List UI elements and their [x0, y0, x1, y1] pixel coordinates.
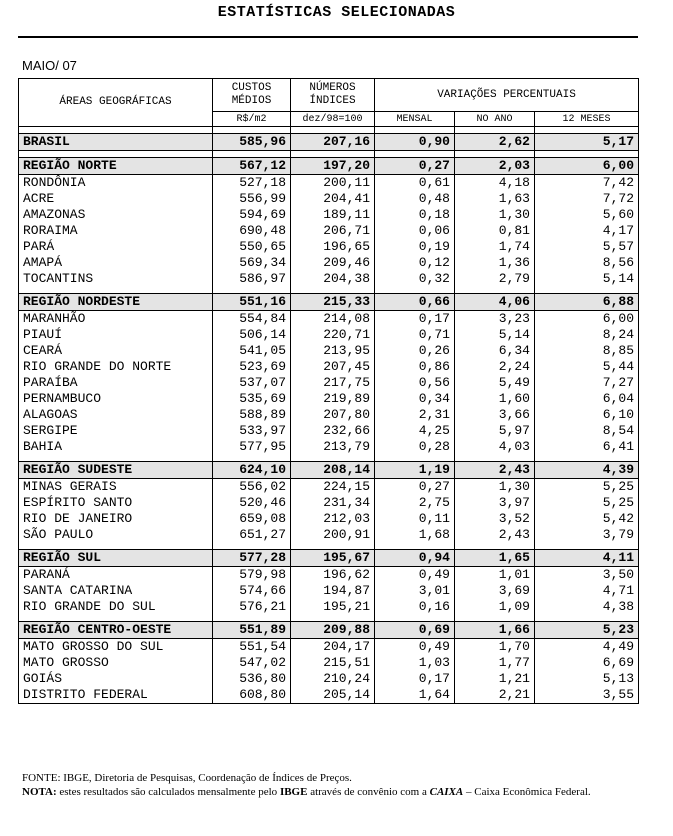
cell-var-ano: 3,23 — [455, 311, 535, 328]
cell-indice: 200,91 — [291, 527, 375, 543]
cell-var-12-meses: 5,42 — [535, 511, 639, 527]
cell-area: PIAUÍ — [19, 327, 213, 343]
cell-indice: 217,75 — [291, 375, 375, 391]
cell-var-ano: 1,30 — [455, 207, 535, 223]
cell-area: BAHIA — [19, 439, 213, 455]
cell-custo-medio: 533,97 — [213, 423, 291, 439]
cell-var-mensal: 0,11 — [375, 511, 455, 527]
group-spacer — [19, 151, 639, 158]
cell-custo-medio: 576,21 — [213, 599, 291, 615]
cell-var-12-meses: 4,38 — [535, 599, 639, 615]
cell-area: MARANHÃO — [19, 311, 213, 328]
cell-var-12-meses: 6,10 — [535, 407, 639, 423]
table-row — [19, 327, 639, 343]
cell-custo-medio: 577,28 — [213, 550, 291, 567]
cell-custo-medio: 506,14 — [213, 327, 291, 343]
cell-custo-medio: 556,99 — [213, 191, 291, 207]
footer-note-text-3: – Caixa Econômica Federal. — [466, 786, 591, 798]
cell-var-ano: 2,24 — [455, 359, 535, 375]
cell-var-mensal: 1,68 — [375, 527, 455, 543]
cell-area: AMAPÁ — [19, 255, 213, 271]
cell-indice: 195,21 — [291, 599, 375, 615]
cell-var-12-meses: 6,00 — [535, 311, 639, 328]
cell-custo-medio: 551,16 — [213, 294, 291, 311]
cell-var-mensal: 0,86 — [375, 359, 455, 375]
table-row — [19, 655, 639, 671]
header-custos-line2: MÉDIOS — [231, 95, 272, 107]
table-row — [19, 255, 639, 271]
cell-var-12-meses: 5,14 — [535, 271, 639, 287]
cell-indice: 207,45 — [291, 359, 375, 375]
header-numeros-line2: ÍNDICES — [309, 95, 356, 107]
cell-var-mensal: 0,71 — [375, 327, 455, 343]
header-mensal: MENSAL — [375, 112, 455, 127]
cell-var-ano: 5,14 — [455, 327, 535, 343]
cell-indice: 204,41 — [291, 191, 375, 207]
cell-var-mensal: 2,31 — [375, 407, 455, 423]
cell-var-12-meses: 5,44 — [535, 359, 639, 375]
cell-area: SERGIPE — [19, 423, 213, 439]
cell-indice: 204,38 — [291, 271, 375, 287]
cell-indice: 232,66 — [291, 423, 375, 439]
table-row — [19, 511, 639, 527]
table-row — [19, 311, 639, 328]
cell-var-ano: 5,97 — [455, 423, 535, 439]
cell-area: PARANÁ — [19, 567, 213, 584]
table-row-region-total — [19, 134, 639, 151]
cell-indice: 196,65 — [291, 239, 375, 255]
cell-var-mensal: 1,19 — [375, 462, 455, 479]
cell-area: BRASIL — [19, 134, 213, 151]
cell-var-mensal: 4,25 — [375, 423, 455, 439]
cell-var-mensal: 0,94 — [375, 550, 455, 567]
header-custos — [213, 79, 291, 112]
cell-indice: 194,87 — [291, 583, 375, 599]
cell-var-12-meses: 7,42 — [535, 175, 639, 192]
cell-indice: 224,15 — [291, 479, 375, 496]
cell-var-12-meses: 5,23 — [535, 622, 639, 639]
cell-custo-medio: 624,10 — [213, 462, 291, 479]
cell-var-mensal: 3,01 — [375, 583, 455, 599]
header-numeros-line1: NÚMEROS — [309, 82, 356, 94]
cell-var-12-meses: 5,17 — [535, 134, 639, 151]
cell-var-12-meses: 4,71 — [535, 583, 639, 599]
cell-custo-medio: 523,69 — [213, 359, 291, 375]
cell-var-12-meses: 8,24 — [535, 327, 639, 343]
cell-var-ano: 1,65 — [455, 550, 535, 567]
cell-custo-medio: 594,69 — [213, 207, 291, 223]
cell-indice: 204,17 — [291, 639, 375, 656]
cell-var-ano: 1,60 — [455, 391, 535, 407]
table-row-region-total — [19, 462, 639, 479]
cell-var-12-meses: 4,11 — [535, 550, 639, 567]
cell-var-mensal: 0,12 — [375, 255, 455, 271]
cell-indice: 215,51 — [291, 655, 375, 671]
table-row — [19, 359, 639, 375]
cell-var-mensal: 0,34 — [375, 391, 455, 407]
cell-var-ano: 2,03 — [455, 158, 535, 175]
cell-indice: 207,16 — [291, 134, 375, 151]
cell-custo-medio: 537,07 — [213, 375, 291, 391]
cell-var-12-meses: 7,27 — [535, 375, 639, 391]
spacer-cell — [375, 127, 455, 134]
table-row — [19, 343, 639, 359]
spacer-cell — [455, 127, 535, 134]
cell-area: DISTRITO FEDERAL — [19, 687, 213, 704]
header-custos-line1: CUSTOS — [231, 82, 272, 94]
cell-var-mensal: 0,69 — [375, 622, 455, 639]
cell-var-ano: 2,43 — [455, 462, 535, 479]
cell-area: REGIÃO SUL — [19, 550, 213, 567]
cell-area: AMAZONAS — [19, 207, 213, 223]
table-row — [19, 239, 639, 255]
cell-var-ano: 2,21 — [455, 687, 535, 704]
cell-area: ESPÍRITO SANTO — [19, 495, 213, 511]
cell-var-mensal: 0,32 — [375, 271, 455, 287]
cell-var-ano: 1,01 — [455, 567, 535, 584]
header-variacoes: VARIAÇÕES PERCENTUAIS — [375, 79, 639, 112]
page-title: ESTATÍSTICAS SELECIONADAS — [217, 4, 456, 21]
cell-var-12-meses: 4,49 — [535, 639, 639, 656]
cell-indice: 207,80 — [291, 407, 375, 423]
cell-custo-medio: 608,80 — [213, 687, 291, 704]
table-row — [19, 567, 639, 584]
table-row — [19, 495, 639, 511]
cell-indice: 212,03 — [291, 511, 375, 527]
table-row — [19, 423, 639, 439]
header-numeros-unit: dez/98=100 — [291, 112, 375, 127]
footer-source: FONTE: IBGE, Diretoria de Pesquisas, Coordenação de Índices de Preços. — [22, 772, 352, 784]
cell-indice: 213,95 — [291, 343, 375, 359]
cell-indice: 215,33 — [291, 294, 375, 311]
cell-var-ano: 2,43 — [455, 527, 535, 543]
cell-area: RIO GRANDE DO NORTE — [19, 359, 213, 375]
cell-custo-medio: 556,02 — [213, 479, 291, 496]
cell-custo-medio: 551,54 — [213, 639, 291, 656]
cell-var-ano: 1,30 — [455, 479, 535, 496]
table-row — [19, 375, 639, 391]
cell-indice: 195,67 — [291, 550, 375, 567]
cell-var-ano: 1,21 — [455, 671, 535, 687]
header-12-meses: 12 MESES — [535, 112, 639, 127]
cell-var-mensal: 0,19 — [375, 239, 455, 255]
cell-custo-medio: 569,34 — [213, 255, 291, 271]
cell-area: PARAÍBA — [19, 375, 213, 391]
cell-indice: 189,11 — [291, 207, 375, 223]
footer-notes — [22, 771, 642, 799]
cell-var-mensal: 1,03 — [375, 655, 455, 671]
spacer-cell — [19, 151, 213, 158]
cell-indice: 206,71 — [291, 223, 375, 239]
cell-var-mensal: 0,26 — [375, 343, 455, 359]
cell-var-ano: 2,62 — [455, 134, 535, 151]
cell-area: REGIÃO NORDESTE — [19, 294, 213, 311]
cell-var-12-meses: 5,60 — [535, 207, 639, 223]
cell-custo-medio: 588,89 — [213, 407, 291, 423]
cell-area: RIO DE JANEIRO — [19, 511, 213, 527]
cell-indice: 219,89 — [291, 391, 375, 407]
cell-var-ano: 3,66 — [455, 407, 535, 423]
spacer-cell — [375, 151, 455, 158]
cell-var-ano: 3,97 — [455, 495, 535, 511]
cell-var-mensal: 0,06 — [375, 223, 455, 239]
cell-custo-medio: 551,89 — [213, 622, 291, 639]
spacer-cell — [19, 127, 213, 134]
cell-var-ano: 1,70 — [455, 639, 535, 656]
cell-custo-medio: 574,66 — [213, 583, 291, 599]
footer-note-text-1: estes resultados são calculados mensalmente pelo — [59, 786, 278, 798]
cell-custo-medio: 651,27 — [213, 527, 291, 543]
cell-var-ano: 1,77 — [455, 655, 535, 671]
cell-indice: 231,34 — [291, 495, 375, 511]
group-spacer — [19, 127, 639, 134]
cell-custo-medio: 550,65 — [213, 239, 291, 255]
cell-var-12-meses: 4,39 — [535, 462, 639, 479]
cell-var-mensal: 0,17 — [375, 311, 455, 328]
table-row — [19, 175, 639, 192]
cell-custo-medio: 585,96 — [213, 134, 291, 151]
cell-var-ano: 1,09 — [455, 599, 535, 615]
table-row — [19, 583, 639, 599]
table-row-region-total — [19, 158, 639, 175]
table-row — [19, 527, 639, 543]
header-numeros — [291, 79, 375, 112]
footer-note-label: NOTA: — [22, 786, 57, 798]
cell-custo-medio: 579,98 — [213, 567, 291, 584]
cell-custo-medio: 577,95 — [213, 439, 291, 455]
spacer-cell — [213, 151, 291, 158]
header-no-ano: NO ANO — [455, 112, 535, 127]
header-custos-unit: R$/m2 — [213, 112, 291, 127]
cell-var-mensal: 0,17 — [375, 671, 455, 687]
cell-area: REGIÃO NORTE — [19, 158, 213, 175]
cell-area: SANTA CATARINA — [19, 583, 213, 599]
cell-var-12-meses: 5,13 — [535, 671, 639, 687]
cell-custo-medio: 535,69 — [213, 391, 291, 407]
cell-area: SÃO PAULO — [19, 527, 213, 543]
cell-var-12-meses: 5,57 — [535, 239, 639, 255]
cell-area: REGIÃO CENTRO-OESTE — [19, 622, 213, 639]
cell-indice: 210,24 — [291, 671, 375, 687]
cell-var-ano: 4,18 — [455, 175, 535, 192]
header-areas: ÁREAS GEOGRÁFICAS — [19, 79, 213, 127]
cell-area: ACRE — [19, 191, 213, 207]
cell-area: REGIÃO SUDESTE — [19, 462, 213, 479]
cell-var-mensal: 0,90 — [375, 134, 455, 151]
cell-var-12-meses: 6,69 — [535, 655, 639, 671]
cell-var-ano: 0,81 — [455, 223, 535, 239]
cell-var-mensal: 0,18 — [375, 207, 455, 223]
cell-custo-medio: 586,97 — [213, 271, 291, 287]
table-row-region-total — [19, 622, 639, 639]
cell-var-ano: 1,66 — [455, 622, 535, 639]
cell-var-ano: 3,69 — [455, 583, 535, 599]
cell-custo-medio: 554,84 — [213, 311, 291, 328]
table-row — [19, 391, 639, 407]
cell-var-ano: 4,03 — [455, 439, 535, 455]
table-row — [19, 639, 639, 656]
cell-var-12-meses: 6,04 — [535, 391, 639, 407]
cell-var-ano: 1,36 — [455, 255, 535, 271]
cell-var-ano: 1,63 — [455, 191, 535, 207]
table-row-region-total — [19, 550, 639, 567]
cell-var-12-meses: 3,55 — [535, 687, 639, 704]
cell-custo-medio: 520,46 — [213, 495, 291, 511]
cell-var-mensal: 0,49 — [375, 567, 455, 584]
title-divider — [18, 36, 638, 38]
table-row — [19, 407, 639, 423]
cell-area: ALAGOAS — [19, 407, 213, 423]
cell-var-mensal: 0,56 — [375, 375, 455, 391]
cell-var-ano: 6,34 — [455, 343, 535, 359]
cell-var-12-meses: 3,50 — [535, 567, 639, 584]
cell-var-12-meses: 7,72 — [535, 191, 639, 207]
cell-indice: 209,46 — [291, 255, 375, 271]
cell-var-12-meses: 6,00 — [535, 158, 639, 175]
cell-indice: 214,08 — [291, 311, 375, 328]
table-header — [19, 79, 639, 127]
cell-indice: 200,11 — [291, 175, 375, 192]
cell-var-12-meses: 5,25 — [535, 495, 639, 511]
cell-var-12-meses: 8,85 — [535, 343, 639, 359]
cell-var-12-meses: 4,17 — [535, 223, 639, 239]
table-row — [19, 479, 639, 496]
spacer-cell — [213, 127, 291, 134]
cell-area: RORAIMA — [19, 223, 213, 239]
spacer-cell — [455, 151, 535, 158]
cell-custo-medio: 690,48 — [213, 223, 291, 239]
cell-var-mensal: 0,27 — [375, 479, 455, 496]
cell-var-mensal: 0,66 — [375, 294, 455, 311]
table-row — [19, 271, 639, 287]
cell-indice: 196,62 — [291, 567, 375, 584]
table-row — [19, 223, 639, 239]
footer-note — [22, 785, 642, 799]
table-row — [19, 191, 639, 207]
cell-var-mensal: 2,75 — [375, 495, 455, 511]
table-row — [19, 687, 639, 704]
table-row — [19, 599, 639, 615]
cell-var-mensal: 0,16 — [375, 599, 455, 615]
cell-area: MATO GROSSO DO SUL — [19, 639, 213, 656]
cell-var-ano: 1,74 — [455, 239, 535, 255]
cell-var-ano: 2,79 — [455, 271, 535, 287]
cell-indice: 213,79 — [291, 439, 375, 455]
table-row — [19, 671, 639, 687]
table-row-region-total — [19, 294, 639, 311]
cell-var-ano: 5,49 — [455, 375, 535, 391]
cell-var-12-meses: 3,79 — [535, 527, 639, 543]
statistics-table — [18, 78, 639, 704]
cell-custo-medio: 527,18 — [213, 175, 291, 192]
footer-note-text-2: através de convênio com a — [310, 786, 427, 798]
table-row — [19, 207, 639, 223]
spacer-cell — [291, 151, 375, 158]
cell-var-mensal: 0,49 — [375, 639, 455, 656]
cell-var-ano: 3,52 — [455, 511, 535, 527]
cell-indice: 208,14 — [291, 462, 375, 479]
cell-area: MATO GROSSO — [19, 655, 213, 671]
cell-area: RONDÔNIA — [19, 175, 213, 192]
cell-var-12-meses: 5,25 — [535, 479, 639, 496]
table-row — [19, 439, 639, 455]
cell-var-ano: 4,06 — [455, 294, 535, 311]
cell-area: TOCANTINS — [19, 271, 213, 287]
reference-date: MAIO/ 07 — [22, 58, 77, 73]
cell-indice: 220,71 — [291, 327, 375, 343]
table-body — [19, 127, 639, 704]
cell-var-12-meses: 8,54 — [535, 423, 639, 439]
cell-custo-medio: 659,08 — [213, 511, 291, 527]
cell-var-mensal: 0,28 — [375, 439, 455, 455]
cell-custo-medio: 536,80 — [213, 671, 291, 687]
cell-area: RIO GRANDE DO SUL — [19, 599, 213, 615]
cell-area: MINAS GERAIS — [19, 479, 213, 496]
cell-indice: 209,88 — [291, 622, 375, 639]
cell-var-12-meses: 6,88 — [535, 294, 639, 311]
spacer-cell — [291, 127, 375, 134]
spacer-cell — [535, 127, 639, 134]
cell-var-12-meses: 6,41 — [535, 439, 639, 455]
spacer-cell — [535, 151, 639, 158]
footer-note-caixa: CAIXA — [429, 786, 464, 798]
cell-custo-medio: 547,02 — [213, 655, 291, 671]
cell-indice: 197,20 — [291, 158, 375, 175]
cell-custo-medio: 567,12 — [213, 158, 291, 175]
cell-var-mensal: 0,27 — [375, 158, 455, 175]
cell-var-mensal: 0,48 — [375, 191, 455, 207]
cell-area: GOIÁS — [19, 671, 213, 687]
cell-area: PARÁ — [19, 239, 213, 255]
cell-indice: 205,14 — [291, 687, 375, 704]
cell-area: CEARÁ — [19, 343, 213, 359]
cell-var-mensal: 0,61 — [375, 175, 455, 192]
cell-var-mensal: 1,64 — [375, 687, 455, 704]
cell-area: PERNAMBUCO — [19, 391, 213, 407]
footer-note-ibge: IBGE — [279, 786, 308, 798]
cell-custo-medio: 541,05 — [213, 343, 291, 359]
cell-var-12-meses: 8,56 — [535, 255, 639, 271]
